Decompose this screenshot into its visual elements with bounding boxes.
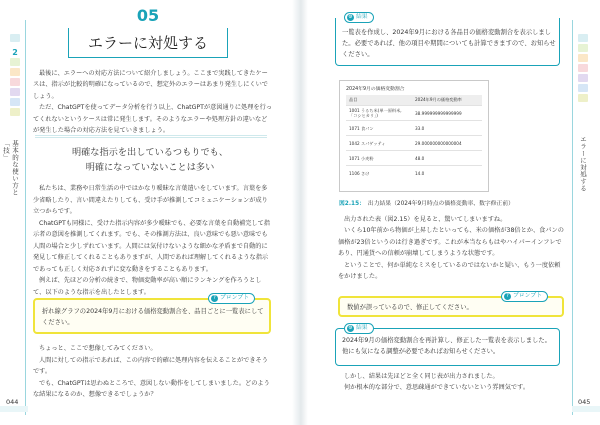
paragraph: ちょっと、ここで想像してみてください。 — [39, 345, 157, 352]
prompt-icon: ? — [211, 295, 218, 302]
item-cell: 1071 食パン — [346, 121, 412, 136]
paragraph: ChatGPTも同様に、受けた指示内容が多少曖昧でも、必要な言葉を自動補完して指示者の意図を推測してくれます。でも、その推測方法は、良い意味でも悪い意味でも人間の場合と少しずれています。人間には気付けないような細かな矛盾まで自動的に発見して修正してくれることもありますが、人間であれば理解してくれるような指示であっても正しく対応されずに変な動きをすることもあります。 — [33, 219, 270, 273]
result-label-text: 結果 — [356, 325, 368, 331]
prompt-icon: ? — [504, 293, 511, 300]
page-number: 044 — [6, 398, 19, 406]
prompt-label-text: プロンプト — [513, 293, 542, 299]
value-cell: 38.999999999999999 — [412, 106, 482, 121]
value-cell: 33.0 — [412, 121, 482, 136]
prompt-label — [501, 291, 548, 302]
chapter-index-tabs-left-lower — [10, 58, 20, 118]
index-tab — [10, 34, 20, 42]
prompt-box — [338, 293, 564, 317]
result-text: 2024年9月の価格変動割合を再計算し、修正した一覧表を表示しました。他にも気になる調整が必要であればお知らせください。 — [342, 337, 551, 355]
item-cell: 1001 うるち米(単一原料米,「コシヒカリ」) — [346, 106, 412, 121]
section-number: 05 — [136, 6, 160, 25]
table-row — [346, 136, 482, 151]
table-row — [346, 121, 482, 136]
subheading-line: 明確になっていないことは多い — [85, 162, 215, 173]
paragraph: 出力された表（図2.15）を見ると、驚いてしまいますね。 — [344, 216, 507, 223]
prompt-label — [208, 293, 255, 304]
result-icon: ⚙ — [348, 325, 353, 331]
prompt-text: 数値が誤っているので、修正してください。 — [347, 304, 473, 311]
folio-bar — [572, 406, 600, 412]
section-number-box — [130, 6, 166, 28]
prompt-text: 折れ線グラフの2024年9月における価格変動割合を、品目ごとに一覧表にしてください。 — [42, 308, 264, 326]
page-title: エラーに対処する — [87, 34, 208, 52]
item-cell: 1042 スパゲッティ — [346, 136, 412, 151]
table-row — [346, 106, 482, 121]
closing-text — [33, 343, 273, 401]
gutter-shadow — [292, 0, 308, 425]
chapter-number: 2 — [12, 48, 18, 57]
side-section-label: エラーに対処する — [579, 136, 587, 192]
margin-rule-right — [572, 20, 573, 415]
table-header-row — [346, 95, 482, 106]
body-text — [338, 214, 566, 282]
result-text: 一覧表を作成し、2024年9月における各品目の価格変動割合を表示しました。必要であれば、他の項目や期間についても計算できますので、お知らせください。 — [342, 29, 556, 58]
paragraph: ただ、ChatGPTを使ってデータ分析を行う以上、ChatGPTが意図通りに処理を行ってくれないというケースは常に発生します。そのようなエラーや処理方針の違いなどが発生した場合の対応方法を見ていきましょう。 — [33, 104, 272, 135]
subheading-line: 明確な指示を出しているつもりでも、 — [71, 147, 229, 158]
paragraph: 最後に、エラーへの対応方法について紹介しましょう。ここまで実践してきたケースは、指示が比較的明確になっているので、想定外のエラーはあまり発生しにくいでしょう。 — [33, 70, 268, 100]
result-box — [335, 325, 560, 366]
paragraph: 私たちは、業務や日常生活の中ではかなり曖昧な言葉遣いをしています。言葉を多少省略したり、言い間違えたりしても、受け手が推測してコミュニケーションが成り立つからです。 — [33, 185, 268, 215]
paragraph: 人間に対しての指示であれば、この内容で的確に処理内容を伝えることができそうです。 — [33, 356, 268, 375]
figure-caption — [339, 198, 514, 207]
section-title-box — [68, 28, 228, 58]
paragraph: ということで、何か単純なミスをしているのではないかと疑い、もう一度依頼をかけました。 — [338, 261, 561, 281]
side-chapter-label: 基本的な使い方と「技」 — [2, 140, 19, 196]
paragraph: でも、ChatGPTは思わぬところで、意図しない動作をしてしまいました。どのような結果になるのか、想像できるでしょうか？ — [33, 379, 270, 398]
intro-text — [33, 68, 273, 136]
figure-number: 図2.15： — [339, 201, 365, 207]
prompt-box — [33, 295, 271, 334]
prompt-label-text: プロンプト — [220, 295, 249, 301]
column-header: 2024年9月の価格変動率 — [412, 95, 482, 106]
price-change-table — [346, 95, 482, 181]
body-text — [33, 183, 273, 298]
item-cell: 1106 さけ — [346, 166, 412, 181]
result-label — [344, 12, 374, 23]
closing-text — [338, 371, 566, 394]
column-header: 品目 — [346, 95, 412, 106]
paragraph: いくら10年前から物価が上昇したといっても、米の価格が38倍とか、食パンの価格が23倍というのは行き過ぎです。これが本当ならもはやハイパーインフレであり、円通貨への信頼が崩壊してしまうような状態です。 — [338, 227, 564, 258]
paragraph: 何か根本的な部分で、意思疎通ができていないという雰囲気です。 — [344, 384, 530, 392]
caption-text: 出力結果（2024年9月時点の価格変動率、数字修正前） — [367, 201, 514, 207]
result-box — [335, 14, 560, 66]
table-title: 2024年9月の価格変動割合 — [346, 87, 405, 92]
value-cell: 48.0 — [412, 151, 482, 166]
folio-bar — [0, 406, 28, 412]
value-cell: 29.000000000000004 — [412, 136, 482, 151]
value-cell: 14.0 — [412, 166, 482, 181]
page-number: 045 — [578, 398, 591, 406]
subheading — [60, 145, 240, 175]
paragraph: しかし、結果は先ほどと全く同じ表が出力されました。 — [344, 373, 499, 380]
margin-rule-left — [25, 20, 26, 415]
table-row — [346, 151, 482, 166]
chapter-index-tabs-right — [578, 34, 588, 104]
paragraph: 例えば、先ほどの分析の続きで、物価変動率が高い順にランキングを作ろうとして、以下のような指示を出したとします。 — [33, 277, 262, 296]
result-label-text: 結果 — [356, 14, 368, 20]
result-label — [344, 323, 374, 334]
section-divider — [35, 135, 267, 138]
item-cell: 1071 小麦粉 — [346, 151, 412, 166]
chapter-index-tabs-left — [10, 34, 20, 44]
output-table-screenshot — [339, 80, 489, 192]
result-icon: ⚙ — [348, 14, 353, 20]
table-row — [346, 166, 482, 181]
